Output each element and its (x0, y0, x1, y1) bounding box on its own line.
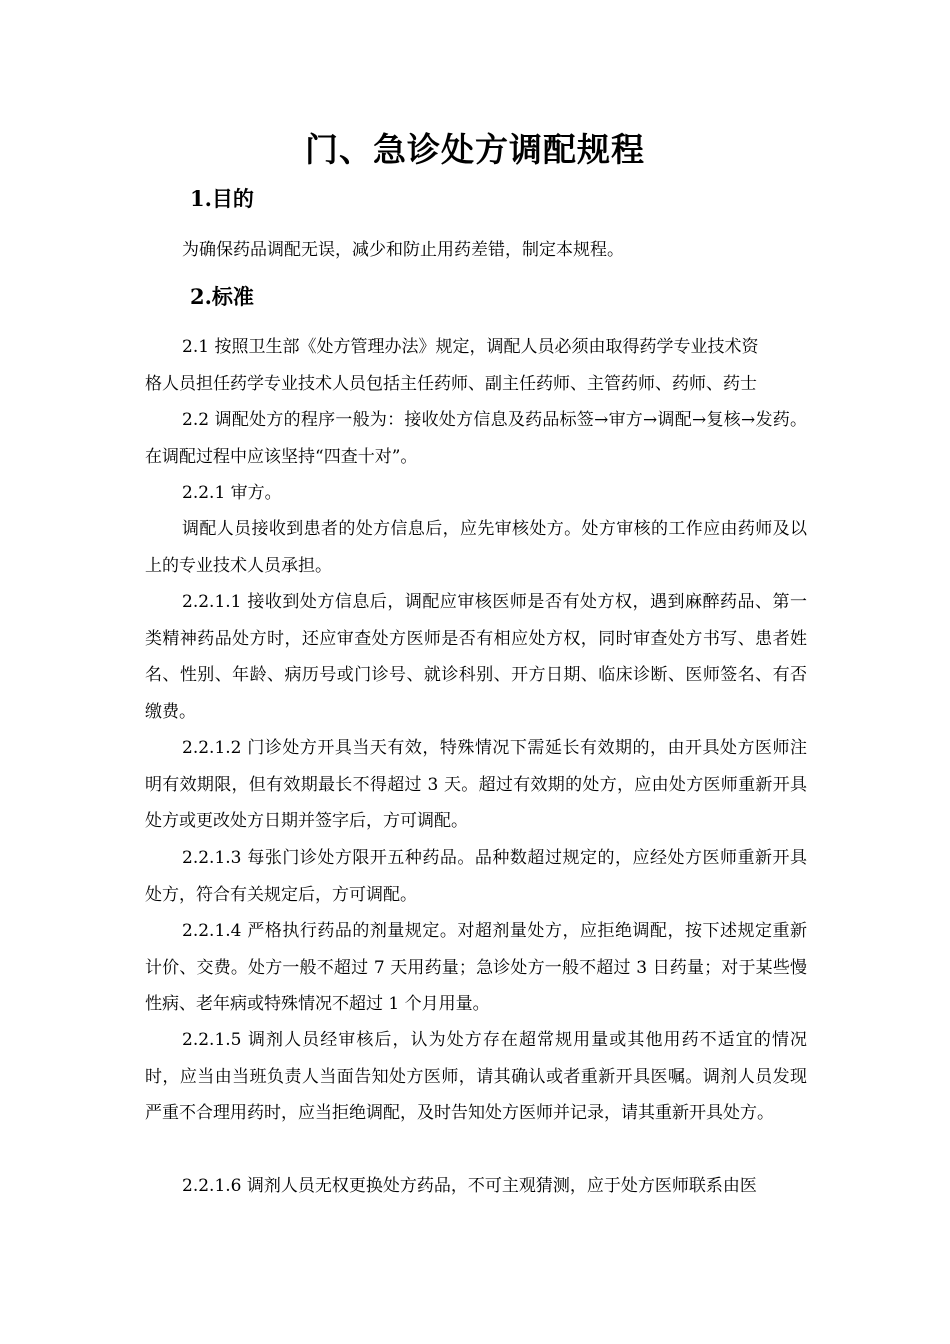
paragraph-2-2-1-6: 2.2.1.6 调剂人员无权更换处方药品，不可主观猜测，应于处方医师联系由医 (182, 1176, 757, 1196)
paragraph-2-2-1-5: 2.2.1.5 调剂人员经审核后，认为处方存在超常规用量或其他用药不适宜的情况时，应当由当班负责人当面告知处方医师，请其确认或者重新开具医嘱。调剂人员发现严重不合理用药时，应当拒绝调配，及时告知处方医师并记录，请其重新开具处方。 (145, 1030, 807, 1123)
paragraph-2-1 (145, 329, 807, 402)
document-title: 门、急诊处方调配规程 (305, 130, 645, 169)
paragraph-purpose: 为确保药品调配无误，减少和防止用药差错，制定本规程。 (182, 240, 624, 260)
paragraph-2-1-line1: 2.1 按照卫生部《处方管理办法》规定，调配人员必须由取得药学专业技术资 (182, 337, 759, 357)
paragraph-2-2-1-body: 调配人员接收到患者的处方信息后，应先审核处方。处方审核的工作应由药师及以上的专业技术人员承担。 (145, 519, 807, 576)
paragraph-2-2-1-1: 2.2.1.1 接收到处方信息后，调配应审核医师是否有处方权，遇到麻醉药品、第一类精神药品处方时，还应审查处方医师是否有相应处方权，同时审查处方书写、患者姓名、性别、年龄、病历号或门诊号、就诊科别、开方日期、临床诊断、医师签名、有否缴费。 (145, 592, 807, 722)
paragraph-2-1-line2: 格人员担任药学专业技术人员包括主任药师、副主任药师、主管药师、药师、药士 (145, 373, 757, 394)
section-heading-purpose: 1.目的 (190, 186, 254, 211)
paragraph-2-2-1-4: 2.2.1.4 严格执行药品的剂量规定。对超剂量处方，应拒绝调配，按下述规定重新计价、交费。处方一般不超过 7 天用药量；急诊处方一般不超过 3 日药量；对于某些慢性病、老年病或特殊情况不超过 1 个月用量。 (145, 921, 807, 1014)
paragraph-2-2-1-2: 2.2.1.2 门诊处方开具当天有效，特殊情况下需延长有效期的，由开具处方医师注明有效期限，但有效期最长不得超过 3 天。超过有效期的处方，应由处方医师重新开具处方或更改处方日期并签字后，方可调配。 (145, 738, 807, 831)
paragraph-2-2: 2.2 调配处方的程序一般为：接收处方信息及药品标签→审方→调配→复核→发药。在调配过程中应该坚持“四查十对”。 (145, 410, 807, 467)
paragraph-2-2-1-3: 2.2.1.3 每张门诊处方限开五种药品。品种数超过规定的，应经处方医师重新开具处方，符合有关规定后，方可调配。 (145, 848, 807, 905)
paragraph-2-2-1: 2.2.1 审方。 (182, 483, 282, 503)
section-heading-standard: 2.标准 (190, 284, 254, 309)
